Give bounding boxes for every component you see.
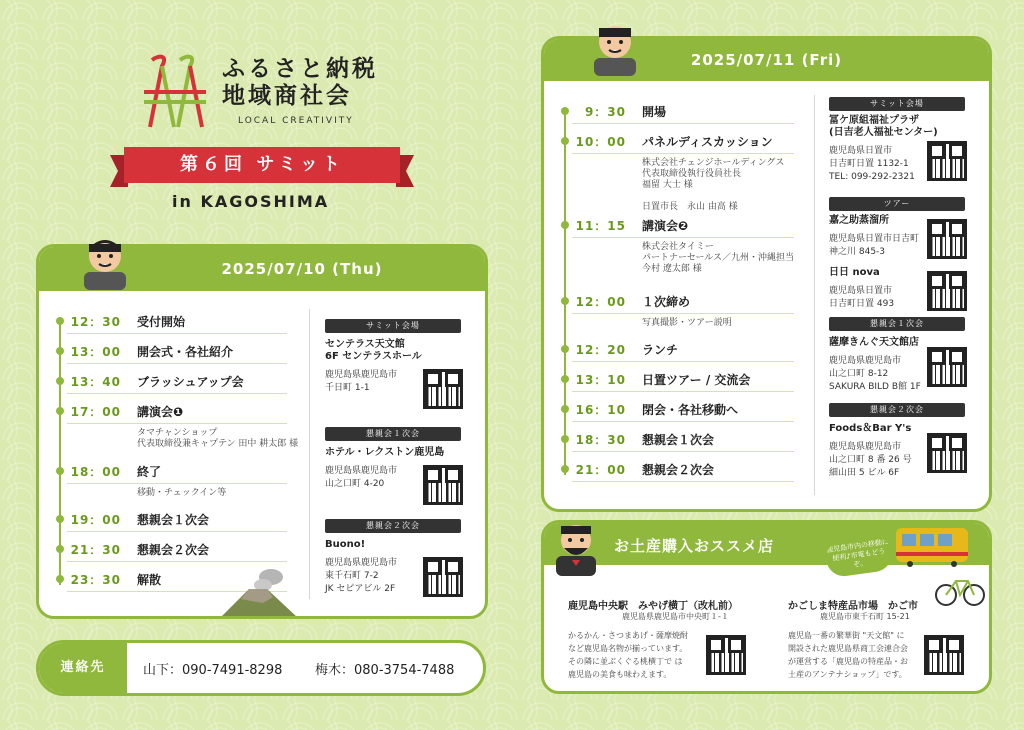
event-detail: 今村 遼太郎 様 [642, 264, 702, 274]
location-text: in KAGOSHIMA [172, 192, 330, 211]
event-title: 懇親会１次会 [642, 433, 715, 447]
event-dot [561, 405, 569, 413]
venue-address: 鹿児島県鹿児島市 [325, 466, 398, 476]
shop-2-address: 鹿児島市東千石町 15-21 [820, 612, 910, 621]
event-detail: 代表取締役兼キャプテン 田中 耕太郎 様 [137, 439, 299, 449]
logo-mark [140, 52, 210, 132]
event-time: 19：00 [70, 513, 121, 527]
venue-tag: サミット会場 [829, 97, 965, 111]
venue-name: 日日 nova [829, 267, 880, 278]
venue-address: TEL: 099-292-2321 [829, 172, 915, 182]
day1-timeline [67, 313, 307, 603]
venue-tag: 懇親会２次会 [829, 403, 965, 417]
event-detail: パートナーセールス／九州・沖縄担当 [642, 253, 795, 263]
volcano-illustration [211, 567, 303, 619]
event-dot [56, 545, 64, 553]
event-rule [572, 391, 794, 392]
event-detail: タマチャンショップ [137, 428, 218, 438]
venue-qr-code[interactable] [423, 465, 463, 505]
event-detail: 移動・チェックイン等 [137, 488, 227, 498]
venue-name: Buono! [325, 539, 366, 550]
event-title: 講演会❶ [137, 405, 184, 419]
event-time: 12：30 [70, 315, 121, 329]
venue-qr-code[interactable] [927, 433, 967, 473]
shop-2-desc-line: 土産のアンテナショップ」です。 [788, 670, 907, 679]
shop-1-desc-line: 鹿児島の美食も味わえます。 [568, 670, 672, 679]
event-dot [56, 377, 64, 385]
event-title: 懇親会２次会 [137, 543, 210, 557]
event-dot [561, 297, 569, 305]
event-dot [56, 575, 64, 583]
day2-timeline [572, 103, 804, 503]
event-rule [67, 483, 287, 484]
event-time: 13：00 [70, 345, 121, 359]
logo-subtitle: LOCAL CREATIVITY [238, 116, 354, 126]
event-time: 16：10 [575, 403, 626, 417]
venue-address: SAKURA BILD B館 1F [829, 382, 921, 392]
venue-address: 鹿児島県鹿児島市 [325, 370, 398, 380]
event-detail: 日置市長 永山 由高 様 [642, 202, 738, 212]
venue-name: Foods＆Bar Y's [829, 423, 912, 434]
venue-address: 日吉町日置 1132-1 [829, 159, 909, 169]
shop-2-qr-code[interactable] [924, 635, 964, 675]
venue-qr-code[interactable] [927, 347, 967, 387]
venue-address: JK セピアビル 2F [325, 584, 396, 594]
event-dot [561, 221, 569, 229]
logo-title [222, 56, 378, 110]
contact-bar [36, 640, 486, 696]
shop-2-name: かごしま特産品市場 かご市 [788, 601, 918, 612]
venue-qr-code[interactable] [423, 557, 463, 597]
shop-1-desc-line: その隣に並ぶくぐる桃横丁で は [568, 657, 683, 666]
event-title: ランチ [642, 343, 679, 357]
venue-name: 薩摩きんぐ天文館店 [829, 337, 919, 348]
event-rule [67, 423, 287, 424]
event-dot [56, 347, 64, 355]
venue-tag: 懇親会１次会 [325, 427, 461, 441]
day1-divider [309, 309, 310, 599]
event-title: 日置ツアー / 交流会 [642, 373, 751, 387]
contact-umeki[interactable]: 梅木：080-3754-7488 [315, 663, 455, 678]
venue-address: 東千石町 7-2 [325, 571, 379, 581]
venue-tag: ツアー [829, 197, 965, 211]
event-time: 13：10 [575, 373, 626, 387]
day2-divider [814, 95, 815, 495]
event-title: １次締め [642, 295, 691, 309]
tram-illustration [892, 520, 972, 568]
event-detail: 写真撮影・ツアー説明 [642, 318, 732, 328]
event-dot [56, 407, 64, 415]
event-time: 9：30 [584, 105, 626, 119]
venue-address: 山之口町 8 番 26 号 [829, 455, 912, 465]
event-time: 23：30 [70, 573, 121, 587]
venue-tag: サミット会場 [325, 319, 461, 333]
venue-name: 冨ケ原組福祉プラザ [829, 115, 919, 126]
venue-tag: 懇親会２次会 [325, 519, 461, 533]
venue-address: 鹿児島県鹿児島市 [829, 442, 902, 452]
event-time: 13：40 [70, 375, 121, 389]
event-title: 懇親会２次会 [642, 463, 715, 477]
logo-title-line2: 地域商社会 [222, 83, 352, 109]
event-dot [561, 435, 569, 443]
event-title: 講演会❷ [642, 219, 689, 233]
venue-address: 鹿児島県鹿児島市 [829, 356, 902, 366]
venue-address: 山之口町 4-20 [325, 479, 385, 489]
venue-address: 千日町 1-1 [325, 383, 370, 393]
venue-address: 細山田 5 ビル 6F [829, 468, 900, 478]
event-title: 開場 [642, 105, 667, 119]
venue-address: 日吉町日置 493 [829, 299, 895, 309]
shop-2-desc-line: 開設された鹿児島県商工会連合会 [788, 644, 908, 653]
event-title: 開会式・各社紹介 [137, 345, 234, 359]
event-time: 18：30 [575, 433, 626, 447]
event-rule [67, 333, 287, 334]
venue-tag: 懇親会１次会 [829, 317, 965, 331]
event-rule [67, 531, 287, 532]
event-title: パネルディスカッション [642, 135, 773, 149]
event-detail: 福留 大士 様 [642, 180, 693, 190]
summit-label: 第６回 サミット [180, 154, 344, 175]
event-rule [572, 421, 794, 422]
venue-name: ホテル・レクストン鹿児島 [325, 447, 445, 458]
venue-qr-code[interactable] [927, 271, 967, 311]
event-title: ブラッシュアップ会 [137, 375, 244, 389]
shop-1-desc-line: かるかん・さつまあげ・薩摩焼酎 [568, 631, 688, 640]
tram-bubble: 鹿児島市内の移動に便利♪市電もどうぞ。 [824, 534, 894, 579]
event-dot [561, 137, 569, 145]
event-dot [561, 465, 569, 473]
event-title: 終了 [137, 465, 162, 479]
venue-name: 6F センテラスホール [325, 351, 422, 362]
venue-address: 神之川 845-3 [829, 247, 886, 257]
event-detail: 株式会社チェンジホールディングス [642, 158, 785, 168]
shop-1-name: 鹿児島中央駅 みやげ横丁（改札前） [568, 601, 738, 612]
event-time: 12：20 [575, 343, 626, 357]
venue-qr-code[interactable] [423, 369, 463, 409]
event-title: 解散 [137, 573, 162, 587]
mascot-illustration [550, 518, 602, 576]
shop-1-qr-code[interactable] [706, 635, 746, 675]
presenter-avatar-1 [80, 234, 130, 290]
venue-address: 鹿児島県日置市 [829, 146, 893, 156]
shop-2-desc-line: 鹿児島一番の繁華街 "天文館" に [788, 631, 905, 640]
event-rule [572, 237, 794, 238]
venue-name: (日吉老人福祉センター) [829, 127, 938, 138]
presenter-avatar-2 [590, 20, 640, 76]
event-dot [56, 515, 64, 523]
venue-qr-code[interactable] [927, 219, 967, 259]
contact-yamashita[interactable]: 山下：090-7491-8298 [143, 663, 283, 678]
event-detail: 代表取締役執行役員社長 [642, 169, 742, 179]
event-rule [572, 481, 794, 482]
event-title: 懇親会１次会 [137, 513, 210, 527]
contact-label: 連絡先 [39, 643, 127, 693]
venue-address: 山之口町 8-12 [829, 369, 889, 379]
venue-name: 嘉之助蒸溜所 [829, 215, 889, 226]
souvenir-title: お土産購入おススメ店 [614, 537, 775, 555]
event-title: 閉会・各社移動へ [642, 403, 739, 417]
venue-address: 鹿児島県日置市 [829, 286, 893, 296]
day2-venues [829, 97, 979, 507]
event-rule [572, 313, 794, 314]
event-time: 21：30 [70, 543, 121, 557]
shop-1-description [568, 629, 728, 681]
event-rule [67, 561, 287, 562]
day1-date: 2025/07/10 (Thu) [39, 247, 485, 291]
bicycle-icon [934, 573, 986, 607]
day1-schedule-card [36, 244, 488, 619]
event-dot [56, 467, 64, 475]
shop-1-address: 鹿児島県鹿児島市中央町１-１ [622, 612, 729, 621]
venue-qr-code[interactable] [927, 141, 967, 181]
venue-address: 鹿児島県鹿児島市 [325, 558, 398, 568]
event-detail: 株式会社タイミー [642, 242, 714, 252]
event-time: 12：00 [575, 295, 626, 309]
event-rule [67, 393, 287, 394]
event-rule [572, 361, 794, 362]
event-rule [572, 451, 794, 452]
shop-2-description [788, 629, 938, 681]
day1-venues [325, 319, 475, 609]
day2-date: 2025/07/11 (Fri) [544, 39, 989, 81]
logo-title-line1: ふるさと納税 [222, 56, 378, 82]
event-rule [67, 363, 287, 364]
event-dot [561, 107, 569, 115]
event-rule [572, 153, 794, 154]
event-title: 受付開始 [137, 315, 186, 329]
event-time: 11：15 [575, 219, 626, 233]
day2-schedule-card [541, 36, 992, 512]
shop-2-desc-line: が運営する「鹿児島の特産品・お [788, 657, 908, 666]
shop-1-desc-line: など鹿児島名物が揃っています。 [568, 644, 688, 653]
event-time: 17：00 [70, 405, 121, 419]
timeline-line [564, 109, 566, 475]
event-time: 10：00 [575, 135, 626, 149]
event-dot [56, 317, 64, 325]
event-time: 18：00 [70, 465, 121, 479]
event-dot [561, 345, 569, 353]
event-rule [572, 123, 794, 124]
event-dot [561, 375, 569, 383]
venue-name: センテラス天文館 [325, 339, 405, 350]
venue-address: 鹿児島県日置市日吉町 [829, 234, 920, 244]
event-time: 21：00 [575, 463, 626, 477]
